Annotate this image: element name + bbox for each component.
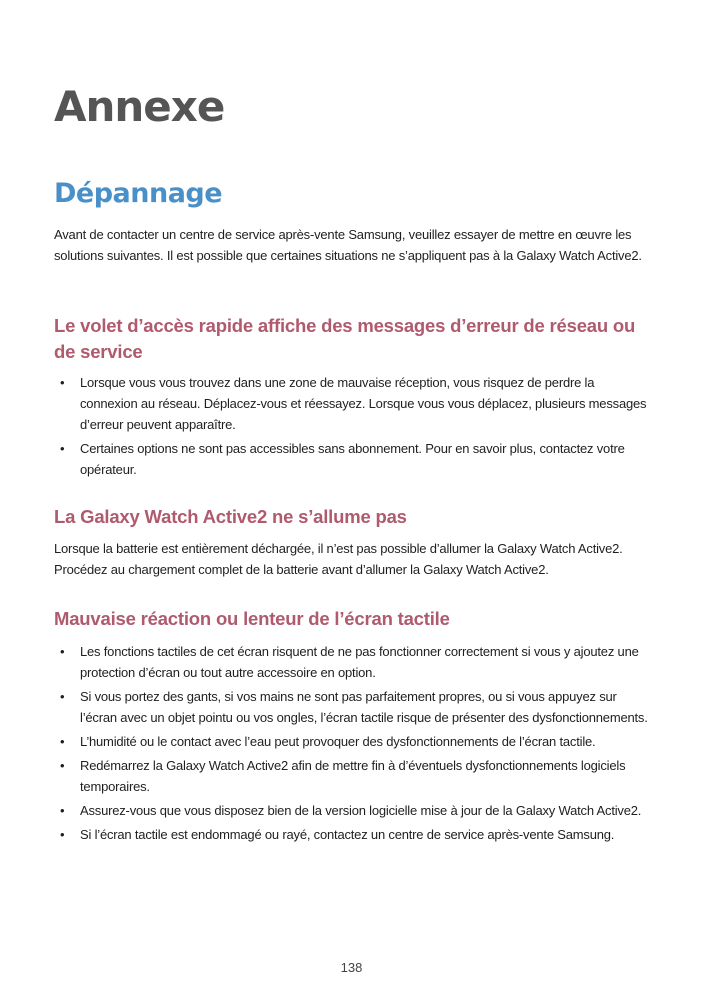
subsection-heading-no-power: La Galaxy Watch Active2 ne s’allume pas: [54, 506, 407, 527]
bullet-icon: •: [60, 803, 65, 818]
list-item-text: Les fonctions tactiles de cet écran risquent de ne pas fonctionner correctement si vous y ajoutez une protection d’écran ou tout autre accessoire en option.: [80, 644, 639, 680]
bullet-icon: •: [60, 375, 65, 390]
subsection-heading-network-errors: Le volet d’accès rapide affiche des messages d’erreur de réseau ou de service: [54, 315, 636, 362]
list-item-text: L’humidité ou le contact avec l’eau peut provoquer des dysfonctionnements de l’écran tactile.: [80, 734, 596, 749]
list-item-text: Si vous portez des gants, si vos mains ne sont pas parfaitement propres, ou si vous appuyez sur l’écran avec un objet pointu ou vos ongles, l’écran tactile risque de présenter des dysfonctionnements.: [80, 689, 648, 725]
list-item: [54, 731, 654, 752]
bullet-icon: •: [60, 734, 65, 749]
subsection-heading-touchscreen: Mauvaise réaction ou lenteur de l’écran tactile: [54, 608, 450, 629]
bullet-list-touchscreen: [54, 641, 654, 848]
list-item-text: Certaines options ne sont pas accessibles sans abonnement. Pour en savoir plus, contactez votre opérateur.: [80, 441, 625, 477]
bullet-icon: •: [60, 689, 65, 704]
paragraph-no-power: Lorsque la batterie est entièrement déchargée, il n’est pas possible d’allumer la Galaxy Watch Active2. Procédez au chargement complet de la batterie avant d’allumer la Galaxy Watch Active2.: [54, 541, 623, 577]
list-item: [54, 686, 654, 728]
list-item: [54, 641, 654, 683]
bullet-icon: •: [60, 827, 65, 842]
list-item: [54, 372, 654, 435]
list-item: [54, 438, 654, 480]
bullet-icon: •: [60, 758, 65, 773]
intro-paragraph: Avant de contacter un centre de service après-vente Samsung, veuillez essayer de mettre en œuvre les solutions suivantes. Il est possible que certaines situations ne s’appliquent pas à la Galaxy Watch Active2.: [54, 227, 642, 263]
list-item-text: Redémarrez la Galaxy Watch Active2 afin de mettre fin à d’éventuels dysfonctionnements logiciels temporaires.: [80, 758, 626, 794]
list-item-text: Lorsque vous vous trouvez dans une zone de mauvaise réception, vous risquez de perdre la connexion au réseau. Déplacez-vous et réessayez. Lorsque vous vous déplacez, plusieurs messages d’erreur peuvent apparaître.: [80, 375, 647, 432]
chapter-title: Annexe: [54, 82, 225, 131]
list-item-text: Assurez-vous que vous disposez bien de la version logicielle mise à jour de la Galaxy Watch Active2.: [80, 803, 642, 818]
bullet-list-network-errors: [54, 372, 654, 483]
section-title: Dépannage: [54, 178, 223, 209]
bullet-icon: •: [60, 644, 65, 659]
list-item: [54, 800, 654, 821]
list-item: [54, 755, 654, 797]
list-item-text: Si l’écran tactile est endommagé ou rayé, contactez un centre de service après-vente Samsung.: [80, 827, 615, 842]
list-item: [54, 824, 654, 845]
bullet-icon: •: [60, 441, 65, 456]
page-number: 138: [340, 960, 363, 975]
